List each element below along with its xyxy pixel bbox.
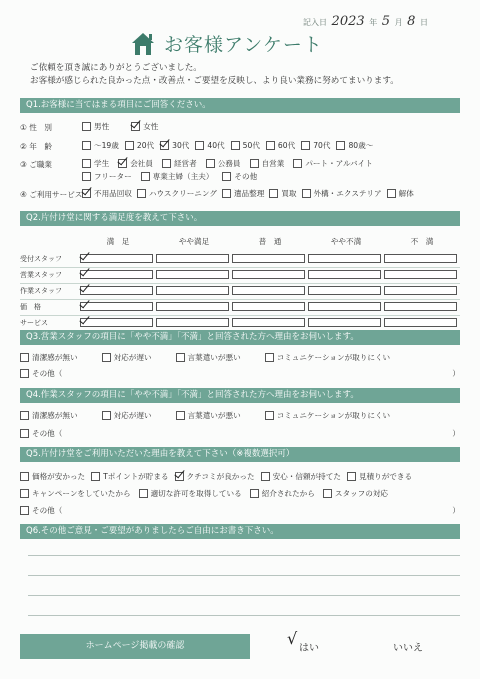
- option[interactable]: [323, 488, 388, 499]
- comment-line-4[interactable]: [28, 615, 460, 616]
- check-mark-icon: √: [287, 629, 298, 648]
- q2-column-header: やや不満: [330, 237, 362, 246]
- checkbox[interactable]: [82, 159, 91, 168]
- checkbox[interactable]: [20, 506, 29, 515]
- option[interactable]: [20, 471, 85, 482]
- option-label: 40代: [207, 141, 225, 150]
- q2-row-label: 価 格: [20, 302, 41, 311]
- checkbox[interactable]: [82, 189, 91, 198]
- q2-cell: [156, 318, 232, 327]
- option[interactable]: [82, 158, 109, 169]
- q1-age-row: [20, 140, 460, 152]
- option[interactable]: [195, 140, 224, 151]
- q2-cell: [80, 270, 156, 279]
- option-label: クチコミが良かった: [186, 472, 255, 481]
- checkbox[interactable]: [232, 286, 305, 295]
- checkbox[interactable]: [175, 472, 184, 481]
- option-label: パート・アルバイト: [305, 159, 373, 168]
- q5-other-close: ）: [452, 506, 460, 515]
- checkbox[interactable]: [301, 141, 310, 150]
- checkbox[interactable]: [176, 411, 185, 420]
- option-label: 自営業: [261, 159, 285, 168]
- checkbox[interactable]: [222, 189, 231, 198]
- option-label: 解体: [398, 189, 414, 198]
- checkbox[interactable]: [82, 172, 91, 181]
- q2-heading: Q2.片付け堂に関する満足度を教えて下さい。: [20, 211, 460, 226]
- checkbox[interactable]: [156, 270, 229, 279]
- option-label: 30代: [172, 141, 190, 150]
- q6-heading: Q6.その他ご意見・ご要望がありましたらご自由にお書き下さい。: [20, 524, 460, 539]
- option-label: 20代: [136, 141, 155, 150]
- option[interactable]: [387, 188, 414, 199]
- option[interactable]: [82, 188, 132, 199]
- option[interactable]: [336, 140, 373, 151]
- q5-heading: Q5.片付け堂をご利用いただいた理由を教えて下さい（※複数選択可）: [20, 447, 460, 462]
- option[interactable]: [347, 471, 412, 482]
- q5-options-1: [20, 471, 460, 482]
- checkbox[interactable]: [384, 286, 457, 295]
- job-label: ③ ご職業: [20, 159, 53, 169]
- option[interactable]: [261, 471, 341, 482]
- checkbox[interactable]: [156, 302, 229, 311]
- intro-line-2: お客様が感じられた良かった点・改善点・ご要望を反映し、より良い業務に努めてまいります。: [30, 76, 399, 86]
- year-unit: 年: [369, 18, 378, 27]
- checkbox[interactable]: [308, 302, 381, 311]
- option[interactable]: [118, 158, 153, 169]
- date-label: 記入日: [303, 18, 327, 27]
- q2-cell: [384, 270, 460, 279]
- intro-text: [30, 62, 399, 88]
- option-label: 経営者: [173, 159, 197, 168]
- checkbox[interactable]: [308, 254, 381, 263]
- q3-other-row: [20, 368, 460, 379]
- q2-cell: [308, 254, 384, 263]
- option-label: コミュニケーションが取りにくい: [276, 411, 391, 420]
- option[interactable]: [250, 158, 285, 169]
- checkbox[interactable]: [80, 302, 153, 311]
- option-label: 安心・信頼が持てた: [272, 472, 341, 481]
- comment-line-2[interactable]: [28, 575, 460, 576]
- option[interactable]: [265, 410, 390, 421]
- option-label: 男性: [94, 122, 110, 131]
- q2-cell: [80, 286, 156, 295]
- checkbox[interactable]: [269, 189, 278, 198]
- option[interactable]: [82, 140, 119, 151]
- checkbox[interactable]: [250, 159, 259, 168]
- homepage-consent-label: ホームページ掲載の確認: [20, 634, 250, 659]
- checkbox[interactable]: [91, 472, 100, 481]
- q4-options: [20, 410, 460, 421]
- q5-other-row: [20, 505, 460, 516]
- checkbox[interactable]: [80, 254, 153, 263]
- comment-line-3[interactable]: [28, 595, 460, 596]
- checkbox[interactable]: [265, 411, 274, 420]
- option-label: 清潔感が無い: [32, 353, 78, 362]
- q2-cell: [80, 254, 156, 263]
- option[interactable]: [231, 140, 260, 151]
- checkbox[interactable]: [82, 122, 91, 131]
- option[interactable]: [137, 188, 217, 199]
- checkbox[interactable]: [156, 318, 229, 327]
- option-label: ～19歳: [94, 141, 119, 150]
- option[interactable]: [266, 140, 295, 151]
- checkbox[interactable]: [323, 489, 332, 498]
- q2-column-header: やや満足: [178, 237, 210, 246]
- q3-other-label: その他（: [32, 369, 63, 378]
- option[interactable]: [141, 171, 214, 182]
- q2-cell: [156, 254, 232, 263]
- q5-other-label: その他（: [32, 506, 63, 515]
- option-label: 紹介されたから: [261, 489, 315, 498]
- option[interactable]: [82, 121, 109, 132]
- checkbox[interactable]: [384, 270, 457, 279]
- month-unit: 月: [394, 18, 403, 27]
- job-options-1: [82, 158, 382, 170]
- option-label: 学生: [94, 159, 110, 168]
- option[interactable]: [175, 471, 255, 482]
- job-options-2: [82, 171, 266, 183]
- option[interactable]: [160, 140, 189, 151]
- checkbox[interactable]: [176, 353, 185, 362]
- option[interactable]: [20, 352, 78, 363]
- checkbox[interactable]: [231, 141, 240, 150]
- checkbox[interactable]: [156, 254, 229, 263]
- option-label: 80歳～: [348, 141, 374, 150]
- checkbox[interactable]: [384, 254, 457, 263]
- checkbox[interactable]: [232, 254, 305, 263]
- checkbox[interactable]: [118, 159, 127, 168]
- checkbox[interactable]: [80, 270, 153, 279]
- checkbox[interactable]: [20, 369, 29, 378]
- q2-column-header: 不 満: [410, 237, 434, 246]
- option[interactable]: [222, 188, 264, 199]
- option-label: 遺品整理: [233, 189, 265, 198]
- checkbox[interactable]: [80, 318, 153, 327]
- checkbox[interactable]: [82, 141, 91, 150]
- q1-heading: Q1.お客様に当てはまる項目にご回答ください。: [20, 98, 460, 113]
- q1-job-row-2: [20, 171, 460, 183]
- option-label: 清潔感が無い: [32, 411, 78, 420]
- q2-row-cells: [80, 254, 460, 263]
- q2-cell: [232, 270, 308, 279]
- checkbox[interactable]: [20, 429, 29, 438]
- q2-cell: [156, 302, 232, 311]
- survey-title: お客様アンケート: [164, 34, 323, 56]
- q2-cell: [308, 270, 384, 279]
- q2-cell: [384, 286, 460, 295]
- option-label: 言葉遣いが悪い: [187, 353, 241, 362]
- option-label: 会社員: [130, 159, 153, 168]
- checkbox[interactable]: [102, 411, 111, 420]
- option[interactable]: [265, 352, 390, 363]
- option-label: 公務員: [217, 159, 241, 168]
- homepage-consent-choices: [250, 629, 460, 659]
- service-label: ④ ご利用サービス: [20, 189, 83, 199]
- option-label: その他: [234, 172, 258, 181]
- checkbox[interactable]: [308, 270, 381, 279]
- q2-row-cells: [80, 318, 460, 327]
- checkbox[interactable]: [302, 189, 311, 198]
- checkbox[interactable]: [206, 159, 215, 168]
- q2-cell: [80, 302, 156, 311]
- checkbox[interactable]: [20, 353, 29, 362]
- checkbox[interactable]: [347, 472, 356, 481]
- q2-column-header: 満 足: [106, 237, 130, 246]
- q2-cell: [308, 302, 384, 311]
- date-month[interactable]: 5: [381, 14, 391, 29]
- q1-job-row-1: [20, 158, 460, 170]
- q2-cell: [232, 318, 308, 327]
- service-options: [82, 188, 419, 200]
- checkbox[interactable]: [222, 172, 231, 181]
- q2-row-label: 営業スタッフ: [20, 270, 62, 279]
- age-label: ② 年 齢: [20, 141, 53, 151]
- option[interactable]: [176, 352, 241, 363]
- option-label: 不用品回収: [94, 189, 132, 198]
- consent-yes-label: はい: [299, 643, 319, 654]
- option[interactable]: [102, 352, 152, 363]
- homepage-consent: [20, 629, 460, 659]
- option[interactable]: [20, 410, 78, 421]
- q4-other-label: その他（: [32, 429, 63, 438]
- q2-column-headers: [80, 236, 460, 247]
- q2-cell: [308, 318, 384, 327]
- option[interactable]: [131, 121, 158, 132]
- checkbox[interactable]: [384, 302, 457, 311]
- option-label: Tポイントが貯まる: [103, 472, 169, 481]
- date-year[interactable]: 2023: [331, 14, 365, 29]
- option-label: スタッフの対応: [334, 489, 389, 498]
- checkbox[interactable]: [137, 189, 146, 198]
- q2-row-cells: [80, 286, 460, 295]
- q3-other-close: ）: [452, 369, 460, 378]
- option[interactable]: [20, 488, 131, 499]
- option-label: 専業主婦（主夫）: [152, 172, 214, 181]
- day-unit: 日: [419, 18, 428, 27]
- option[interactable]: [125, 140, 154, 151]
- q2-row-label: 作業スタッフ: [20, 286, 62, 295]
- q2-row-cells: [80, 270, 460, 279]
- option-label: 外構・エクステリア: [313, 189, 382, 198]
- q1-gender-row: [20, 121, 460, 133]
- q5-other-option[interactable]: [20, 505, 62, 516]
- checkbox[interactable]: [261, 472, 270, 481]
- option[interactable]: [302, 188, 382, 199]
- gender-label: ① 性 別: [20, 122, 53, 132]
- checkbox[interactable]: [266, 141, 275, 150]
- checkbox[interactable]: [336, 141, 345, 150]
- checkbox[interactable]: [384, 318, 457, 327]
- option[interactable]: [301, 140, 330, 151]
- checkbox[interactable]: [308, 286, 381, 295]
- checkbox[interactable]: [293, 159, 302, 168]
- checkbox[interactable]: [141, 172, 150, 181]
- option[interactable]: [250, 488, 315, 499]
- q2-cell: [156, 286, 232, 295]
- q2-row-cells: [80, 302, 460, 311]
- checkbox[interactable]: [195, 141, 204, 150]
- option[interactable]: [91, 471, 168, 482]
- q3-heading: Q3.営業スタッフの項目に「やや不満」「不満」と回答された方へ理由をお伺いします。: [20, 330, 460, 345]
- checkbox[interactable]: [265, 353, 274, 362]
- entry-date: [303, 14, 428, 29]
- q2-cell: [384, 318, 460, 327]
- checkbox[interactable]: [160, 141, 169, 150]
- checkbox[interactable]: [102, 353, 111, 362]
- option[interactable]: [176, 410, 241, 421]
- q3-options: [20, 352, 460, 363]
- option-label: 対応が遅い: [113, 411, 152, 420]
- option-label: 適切な許可を取得している: [150, 489, 242, 498]
- q4-heading: Q4.作業スタッフの項目に「やや不満」「不満」と回答された方へ理由をお伺いします。: [20, 388, 460, 403]
- option[interactable]: [293, 158, 373, 169]
- q2-cell: [232, 254, 308, 263]
- checkbox[interactable]: [387, 189, 396, 198]
- q2-cell: [384, 254, 460, 263]
- checkbox[interactable]: [232, 302, 305, 311]
- checkbox[interactable]: [250, 489, 259, 498]
- date-day[interactable]: 8: [407, 14, 416, 29]
- option-label: コミュニケーションが取りにくい: [276, 353, 391, 362]
- q2-cell: [232, 302, 308, 311]
- q2-cell: [384, 302, 460, 311]
- option-label: 価格が安かった: [32, 472, 86, 481]
- option-label: 言葉遣いが悪い: [187, 411, 241, 420]
- intro-line-1: ご依頼を頂き誠にありがとうございました。: [30, 63, 202, 73]
- page-title: [130, 30, 323, 57]
- checkbox[interactable]: [125, 141, 134, 150]
- q2-cell: [308, 286, 384, 295]
- option-label: 60代: [277, 141, 296, 150]
- q4-other-row: [20, 428, 460, 439]
- option[interactable]: [102, 410, 152, 421]
- q4-other-close: ）: [452, 429, 460, 438]
- checkbox[interactable]: [139, 489, 148, 498]
- checkbox[interactable]: [20, 489, 29, 498]
- gender-options: [82, 121, 180, 133]
- q2-cell: [156, 270, 232, 279]
- option-label: 買取: [281, 189, 297, 198]
- option-label: 対応が遅い: [113, 353, 152, 362]
- age-options: [82, 140, 379, 152]
- q4-other-option[interactable]: [20, 428, 62, 439]
- q2-column-header: 普 通: [258, 237, 282, 246]
- option-label: フリーター: [94, 172, 132, 181]
- checkbox[interactable]: [232, 270, 305, 279]
- q2-cell: [232, 286, 308, 295]
- checkbox[interactable]: [20, 411, 29, 420]
- option-label: 70代: [313, 141, 331, 150]
- consent-yes[interactable]: [287, 629, 319, 654]
- q2-row-label: サービス: [20, 318, 48, 327]
- comment-line-1[interactable]: [28, 555, 460, 556]
- option[interactable]: [269, 188, 296, 199]
- option[interactable]: [162, 158, 197, 169]
- checkbox[interactable]: [156, 286, 229, 295]
- option-label: 見積りができる: [358, 472, 413, 481]
- checkbox[interactable]: [80, 286, 153, 295]
- q2-row-label: 受付スタッフ: [20, 254, 62, 263]
- checkbox[interactable]: [131, 122, 140, 131]
- option-label: キャンペーンをしていたから: [32, 489, 131, 498]
- q2-cell: [80, 318, 156, 327]
- checkbox[interactable]: [20, 472, 29, 481]
- consent-no[interactable]: いいえ: [393, 643, 423, 654]
- option-label: 50代: [242, 141, 260, 150]
- checkbox[interactable]: [308, 318, 381, 327]
- option[interactable]: [206, 158, 241, 169]
- option[interactable]: [82, 171, 132, 182]
- option[interactable]: [139, 488, 242, 499]
- checkbox[interactable]: [162, 159, 171, 168]
- house-logo-icon: [130, 31, 156, 57]
- checkbox[interactable]: [232, 318, 305, 327]
- q1-service-row: [20, 188, 460, 200]
- option[interactable]: [222, 171, 257, 182]
- option-label: ハウスクリーニング: [148, 189, 217, 198]
- q5-options-2: [20, 488, 460, 499]
- option-label: 女性: [143, 122, 159, 131]
- q3-other-option[interactable]: [20, 368, 62, 379]
